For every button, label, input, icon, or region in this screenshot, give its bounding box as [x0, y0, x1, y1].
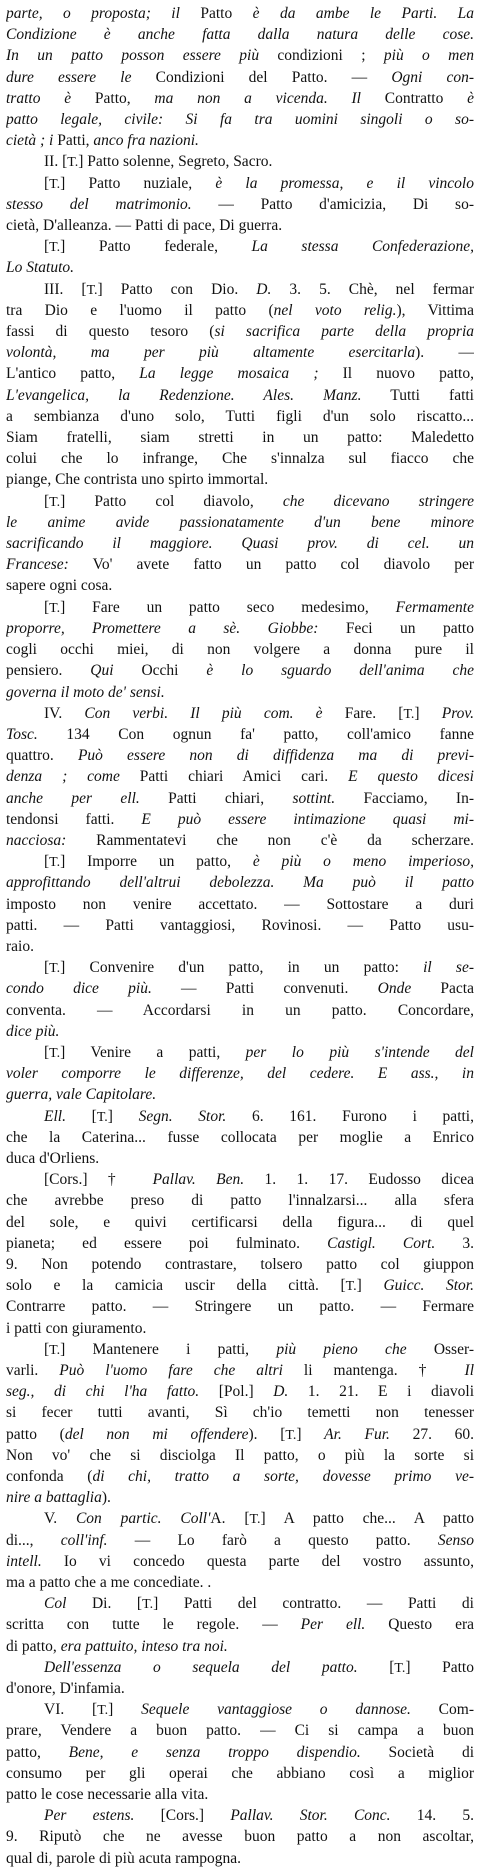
- text-line: che la Caterina... fusse collocata per moglie a Enrico: [6, 1128, 474, 1146]
- text-line: III. [T.] Patto con Dio. D. 3. 5. Chè, nel fermar: [44, 280, 474, 298]
- text-line: cietà, D'alleanza. — Patti di pace, Di guerra.: [6, 217, 283, 235]
- text-line: pensiero. Qui Occhi è lo sguardo dell'anima che: [6, 662, 474, 680]
- text-line: di patto, era pattuito, inteso tra noi.: [6, 1637, 228, 1655]
- text-line: ma a patto che a me concediate. .: [6, 1574, 212, 1592]
- text-line: [Cors.] † Pallav. Ben. 1. 1. 17. Eudosso dicea: [44, 1171, 474, 1189]
- text-line: duca d'Orliens.: [6, 1149, 100, 1167]
- text-line: condo dice più. — Patti convenuti. Onde Pacta: [6, 980, 474, 998]
- text-line: varli. Può l'uomo fare che altri li mantenga. † Il: [6, 1362, 474, 1379]
- text-line: le anime avide passionatamente d'un bene minore: [6, 513, 474, 531]
- text-line: piange, Che contrista uno spirto immortal.: [6, 471, 269, 489]
- text-line: patti. — Patti vantaggiosi, Rovinosi. — Patto usu-: [6, 916, 474, 934]
- text-line: proporre, Promettere a sè. Giobbe: Feci un patto: [6, 619, 474, 637]
- text-line: confonda (di chi, tratto a sorte, dovesse primo ve-: [6, 1468, 474, 1486]
- text-line: dice più.: [6, 1022, 60, 1040]
- text-line: sacrificando il maggiore. Quasi prov. di cel. un: [6, 535, 474, 553]
- text-line: Ell. [T.] Segn. Stor. 6. 161. Furono i patti,: [44, 1107, 474, 1125]
- text-line: patto (del non mi offendere). [T.] Ar. Fur. 27. 60.: [6, 1425, 474, 1443]
- text-line: d'onore, D'infamia.: [6, 1680, 125, 1698]
- text-line: 9. Riputò che ne avesse buon patto a non ascoltar,: [6, 1828, 474, 1846]
- text-line: [T.] Patto federale, La stessa Confederazione,: [44, 238, 474, 256]
- text-line: In un patto posson essere più condizioni ; più o men: [6, 47, 474, 65]
- text-line: [T.] Imporre un patto, è più o meno imperioso,: [44, 853, 474, 871]
- text-line: sapere ogni cosa.: [6, 577, 113, 595]
- text-line: [T.] Convenire d'un patto, in un patto: il se-: [44, 959, 474, 977]
- text-line: a sembianza d'uno solo, Tutti figli d'un solo riscatto...: [6, 407, 474, 425]
- text-line: patto le cose necessarie alla vita.: [6, 1786, 209, 1804]
- text-line: L'antico patto, La legge mosaica ; Il nuovo patto,: [6, 365, 474, 383]
- text-line: qual di, parole di più acuta rampogna.: [6, 1849, 242, 1867]
- text-line: seg., di chi l'ha fatto. [Pol.] D. 1. 21. E i diavoli: [6, 1383, 474, 1401]
- text-line: guerra, vale Capitolare.: [6, 1086, 157, 1104]
- text-line: denza ; come Patti chiari Amici cari. E questo dicesi: [6, 768, 474, 786]
- text-line: anche per ell. Patti chiari, sottint. Facciamo, In-: [6, 789, 474, 807]
- text-line: Condizione è anche fatta dalla natura delle cose.: [6, 26, 474, 44]
- text-line: colui che lo infrange, Che s'innalza sul fiacco che: [6, 450, 474, 468]
- text-column: [6, 3, 474, 1869]
- text-line: Non vo' che si disciolga Il patto, o più la sorte si: [6, 1446, 474, 1464]
- text-line: si fecer tutti avanti, Sì ch'io temetti non tenesser: [6, 1404, 474, 1422]
- text-line: [T.] Patto col diavolo, che dicevano stringere: [44, 492, 474, 510]
- text-line: di..., coll'inf. — Lo farò a questo patto. Senso: [6, 1531, 474, 1549]
- text-line: del sole, e quivi certificarsi della figura... di quel: [6, 1213, 474, 1231]
- text-line: II. [T.] Patto solenne, Segreto, Sacro.: [44, 153, 273, 171]
- text-line: Dell'essenza o sequela del patto. [T.] Patto: [44, 1658, 474, 1676]
- text-line: Contrarre patto. — Stringere un patto. — Fermare: [6, 1298, 474, 1316]
- text-line: governa il moto de' sensi.: [6, 683, 165, 701]
- text-line: solo e la camicia uscir della città. [T.] Guicc. Stor.: [6, 1277, 474, 1295]
- text-line: pianeta; ed essere poi fulminato. Castigl. Cort. 3.: [6, 1234, 474, 1252]
- text-line: patto, Bene, e senza troppo dispendio. Società di: [6, 1743, 474, 1761]
- text-line: Siam fratelli, siam stretti in un patto: Maledetto: [6, 429, 474, 447]
- text-line: che avrebbe preso di patto l'innalzarsi... alla sfera: [6, 1192, 474, 1210]
- text-line: tendonsi fatti. E può essere intimazione quasi mi-: [6, 810, 474, 828]
- text-line: conventa. — Accordarsi in un patto. Concordare,: [6, 1001, 474, 1019]
- text-line: [T.] Venire a patti, per lo più s'intende del: [44, 1043, 474, 1061]
- text-line: scritta con tutte le regole. — Per ell. Questo era: [6, 1616, 474, 1634]
- text-line: prare, Vendere a buon patto. — Ci si campa a buon: [6, 1722, 474, 1740]
- text-line: 9. Non potendo contrastare, tolsero patto col giuppon: [6, 1255, 474, 1273]
- text-line: patto legale, civile: Si fa tra uomini singoli o so-: [6, 111, 474, 129]
- text-line: volontà, ma per più altamente esercitarla). —: [6, 344, 474, 362]
- text-line: Francese: Vo' avete fatto un patto col diavolo per: [6, 556, 474, 574]
- text-line: parte, o proposta; il Patto è da ambe le Parti. La: [6, 5, 474, 22]
- text-line: cogli occhi miei, di non volgere a donna pure il: [6, 641, 474, 659]
- text-line: IV. Con verbi. Il più com. è Fare. [T.] Prov.: [44, 704, 474, 722]
- text-line: V. Con partic. Coll'A. [T.] A patto che... A patto: [44, 1510, 474, 1528]
- text-line: raio.: [6, 937, 34, 955]
- text-line: cietà ; i Patti, anco fra nazioni.: [6, 132, 199, 150]
- text-line: imposto non venire accettato. — Sottostare a duri: [6, 895, 474, 913]
- text-line: fassi di questo tesoro (si sacrifica parte della propria: [6, 323, 474, 341]
- text-line: tratto è Patto, ma non a vicenda. Il Contratto è: [6, 89, 474, 107]
- text-line: quattro. Può essere non di diffidenza ma di previ-: [6, 747, 474, 765]
- text-line: [T.] Patto nuziale, è la promessa, e il vincolo: [44, 174, 474, 192]
- text-line: Col Di. [T.] Patti del contratto. — Patti di: [44, 1595, 474, 1613]
- text-line: Lo Statuto.: [6, 259, 75, 277]
- text-line: consumo per gli operai che abbiano così a miglior: [6, 1764, 474, 1782]
- text-line: approfittando dell'altrui debolezza. Ma può il patto: [6, 874, 474, 892]
- text-line: L'evangelica, la Redenzione. Ales. Manz. Tutti fatti: [6, 386, 474, 404]
- text-line: tra Dio e l'uomo il patto (nel voto relig.), Vittima: [6, 301, 474, 319]
- text-line: stesso del matrimonio. — Patto d'amicizia, Di so-: [6, 195, 474, 213]
- text-line: Per estens. [Cors.] Pallav. Stor. Conc. 14. 5.: [44, 1807, 474, 1825]
- text-line: nire a battaglia).: [6, 1489, 111, 1507]
- text-line: nacciosa: Rammentatevi che non c'è da scherzare.: [6, 831, 474, 849]
- text-line: i patti con giuramento.: [6, 1319, 147, 1337]
- text-line: Tosc. 134 Con ognun fa' patto, coll'amico fanne: [6, 725, 474, 743]
- text-line: [T.] Fare un patto seco medesimo, Fermamente: [44, 598, 474, 616]
- text-line: voler comporre le differenze, del cedere. E ass., in: [6, 1065, 474, 1083]
- text-line: VI. [T.] Sequele vantaggiose o dannose. Com-: [44, 1701, 474, 1719]
- text-line: intell. Io vi concedo questa parte del vostro assunto,: [6, 1552, 474, 1570]
- text-line: [T.] Mantenere i patti, più pieno che Osser-: [44, 1340, 474, 1358]
- text-line: dure essere le Condizioni del Patto. — Ogni con-: [6, 68, 474, 86]
